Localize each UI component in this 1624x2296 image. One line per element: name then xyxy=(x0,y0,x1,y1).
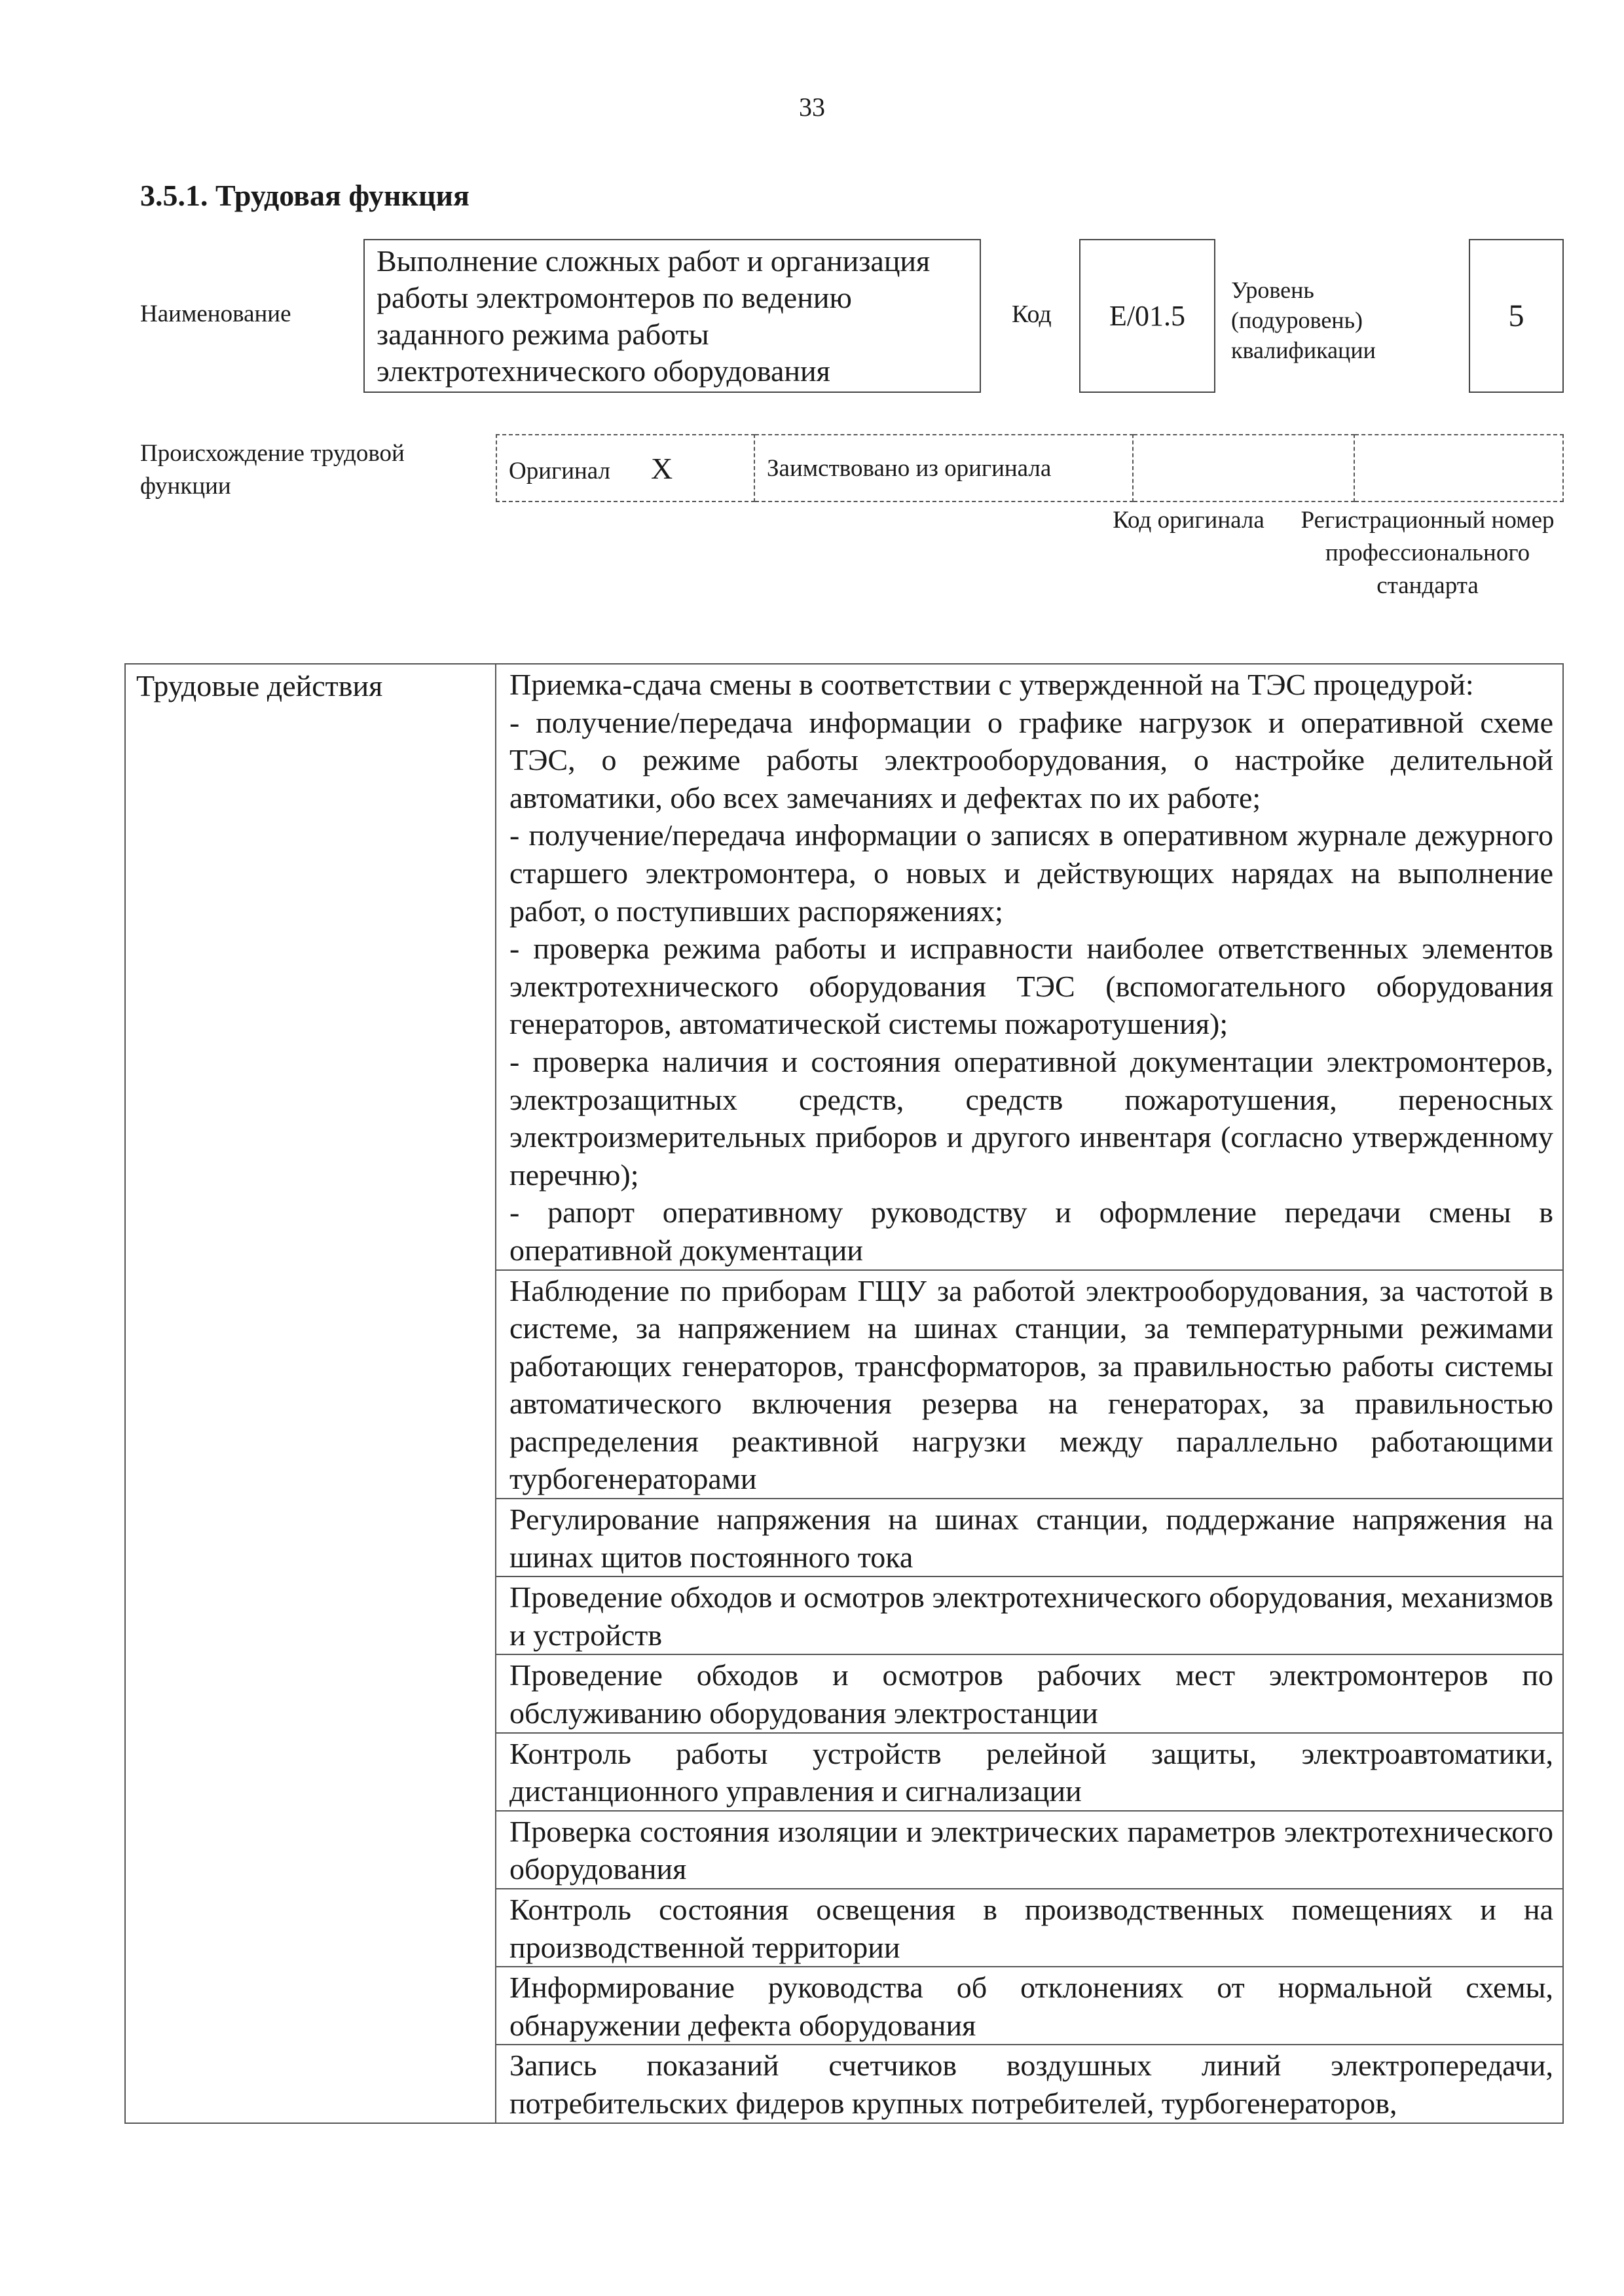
section-heading: 3.5.1. Трудовая функция xyxy=(140,179,470,212)
labor-action-line: - получение/передача информации о графике нагрузок и оперативной схеме ТЭС, о режиме работы электрооборудования, о настройке делительной автоматики, обо всех замечаниях и дефектах по их работе; xyxy=(509,705,1553,814)
origin-borrowed-cell xyxy=(754,435,1133,501)
labor-actions-label: Трудовые действия xyxy=(125,664,496,2123)
name-label: Наименование xyxy=(140,301,291,327)
caption-registration-number: Регистрационный номер профессионального стандарта xyxy=(1301,507,1555,599)
origin-table xyxy=(496,434,1564,502)
labor-action-item xyxy=(496,664,1563,1270)
labor-action-line: - получение/передача информации о записях в оперативном журнале дежурного старшего электромонтера, о новых и действующих нарядах на выполнение работ, о поступивших распоряжениях; xyxy=(509,818,1553,928)
labor-action-item: Наблюдение по приборам ГЩУ за работой электрооборудования, за частотой в системе, за напряжением на шинах станции, за температурными режимами работающих генераторов, трансформаторов, за правильностью работы системы автоматического включения резерва на генераторах, за правильностью распределения реактивной нагрузки между параллельно работающими турбогенераторами xyxy=(496,1270,1563,1499)
origin-code-cell xyxy=(1133,435,1354,501)
origin-label: Происхождение трудовой функции xyxy=(140,440,405,500)
level-box: 5 xyxy=(1469,239,1564,393)
labor-action-item: Контроль состояния освещения в производственных помещениях и на производственной территории xyxy=(496,1889,1563,1967)
labor-action-item: Контроль работы устройств релейной защиты, электроавтоматики, дистанционного управления и сигнализации xyxy=(496,1733,1563,1811)
labor-action-item: Проведение обходов и осмотров рабочих мест электромонтеров по обслуживанию оборудования электростанции xyxy=(496,1654,1563,1732)
labor-action-line: Приемка-сдача смены в соответствии с утвержденной на ТЭС процедурой: xyxy=(509,668,1474,701)
origin-original-label: Оригинал xyxy=(509,457,611,484)
caption-original-code: Код оригинала xyxy=(1113,507,1264,534)
origin-reg-cell xyxy=(1354,435,1563,501)
labor-action-item: Проверка состояния изоляции и электрических параметров электротехнического оборудования xyxy=(496,1811,1563,1889)
page-number: 33 xyxy=(799,92,825,122)
labor-action-item: Проведение обходов и осмотров электротехнического оборудования, механизмов и устройств xyxy=(496,1576,1563,1654)
labor-action-line: - проверка наличия и состояния оперативной документации электромонтеров, электрозащитных средств, средств пожаротушения, переносных электроизмерительных приборов и другого инвентаря (согласно утвержденному перечню); xyxy=(509,1044,1553,1192)
labor-actions-table xyxy=(124,663,1564,2124)
code-box: E/01.5 xyxy=(1079,239,1215,393)
labor-action-item: Информирование руководства об отклонениях от нормальной схемы, обнаружении дефекта оборудования xyxy=(496,1967,1563,2045)
origin-original-mark: X xyxy=(651,451,673,485)
labor-action-line: - проверка режима работы и исправности наиболее ответственных элементов электротехнического оборудования ТЭС (вспомогательного оборудования генераторов, автоматической системы пожаротушения); xyxy=(509,932,1553,1041)
code-label: Код xyxy=(1012,301,1052,328)
labor-action-item: Регулирование напряжения на шинах станции, поддержание напряжения на шинах щитов постоянного тока xyxy=(496,1499,1563,1576)
labor-action-line: - рапорт оперативному руководству и оформление передачи смены в оперативной документации xyxy=(509,1195,1553,1267)
origin-borrowed-label: Заимствовано из оригинала xyxy=(767,454,1052,482)
level-label: Уровень (подуровень) квалификации xyxy=(1231,277,1376,363)
origin-original-cell xyxy=(496,435,754,501)
function-name-box: Выполнение сложных работ и организация работы электромонтеров по ведению заданного режима работы электротехнического оборудования xyxy=(363,239,981,393)
labor-action-item: Запись показаний счетчиков воздушных линий электропередачи, потребительских фидеров крупных потребителей, турбогенераторов, xyxy=(496,2045,1563,2123)
